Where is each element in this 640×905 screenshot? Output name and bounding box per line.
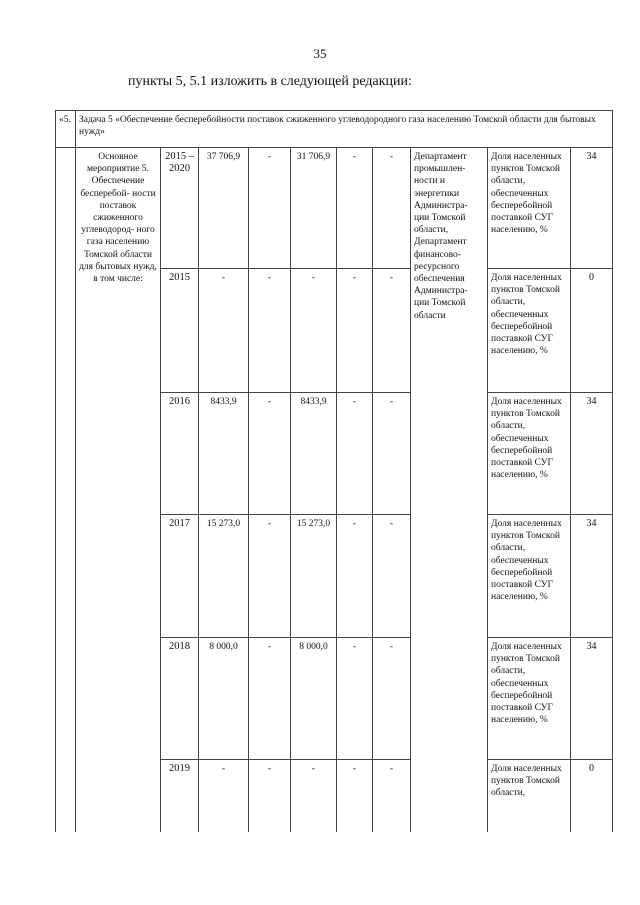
value-cell: 15 273,0 [291,515,337,638]
value-cell: - [249,760,291,832]
total-cell: 37 706,9 [199,148,249,269]
year-cell: 2017 [161,515,199,638]
indicator-value: 0 [571,760,613,832]
indicator-value: 34 [571,393,613,515]
empty-num-cell [56,148,76,832]
task-title: Задача 5 «Обеспечение бесперебойности поставок сжиженного углеводородного газа населению Томской области для бытовых нужд» [76,111,613,148]
page-number: 35 [313,46,327,61]
value-cell: - [249,148,291,269]
value-cell: 8 000,0 [291,638,337,760]
year-cell: 2015 – 2020 [161,148,199,269]
total-cell: - [199,760,249,832]
indicator-cell: Доля населенных пунктов Томской области, обеспеченных бесперебойной поставкой СУГ населению, % [488,269,571,393]
value-cell: - [249,638,291,760]
value-cell: - [373,760,411,832]
indicator-cell: Доля населенных пунктов Томской области, [488,760,571,832]
intro-text: пункты 5, 5.1 изложить в следующей редакции: [128,74,412,89]
value-cell: - [249,393,291,515]
total-cell: 8433,9 [199,393,249,515]
value-cell: 8433,9 [291,393,337,515]
value-cell: 31 706,9 [291,148,337,269]
indicator-cell: Доля населенных пунктов Томской области, обеспеченных бесперебойной поставкой СУГ населению, % [488,638,571,760]
value-cell: - [373,148,411,269]
indicator-value: 34 [571,148,613,269]
value-cell: - [291,269,337,393]
value-cell: - [373,269,411,393]
total-cell: 8 000,0 [199,638,249,760]
indicator-cell: Доля населенных пунктов Томской области, обеспеченных бесперебойной поставкой СУГ населению, % [488,148,571,269]
department-cell: Департамент промышлен- ности и энергетики Администра- ции Томской области, Департамент финансово- ресурсного обеспечения Администра- ции Томской области [411,148,488,832]
indicator-value: 34 [571,515,613,638]
task-number: «5. [56,111,76,148]
value-cell: - [337,760,373,832]
total-cell: 15 273,0 [199,515,249,638]
year-cell: 2016 [161,393,199,515]
year-cell: 2015 [161,269,199,393]
measure-description: Основное мероприятие 5. Обеспечение бесперебой- ности поставок сжиженного углеводород- ного газа населению Томской области для бытовых нужд, в том числе: [76,148,161,832]
value-cell: - [337,393,373,515]
value-cell: - [337,515,373,638]
indicator-value: 34 [571,638,613,760]
value-cell: - [373,393,411,515]
program-table [55,110,613,832]
table-row [56,148,613,269]
year-cell: 2019 [161,760,199,832]
value-cell: - [337,148,373,269]
value-cell: - [373,638,411,760]
value-cell: - [337,638,373,760]
year-cell: 2018 [161,638,199,760]
indicator-cell: Доля населенных пунктов Томской области, обеспеченных бесперебойной поставкой СУГ населению, % [488,393,571,515]
total-cell: - [199,269,249,393]
task-row [56,111,613,148]
value-cell: - [249,515,291,638]
indicator-value: 0 [571,269,613,393]
indicator-cell: Доля населенных пунктов Томской области, обеспеченных бесперебойной поставкой СУГ населению, % [488,515,571,638]
value-cell: - [373,515,411,638]
value-cell: - [249,269,291,393]
value-cell: - [337,269,373,393]
value-cell: - [291,760,337,832]
